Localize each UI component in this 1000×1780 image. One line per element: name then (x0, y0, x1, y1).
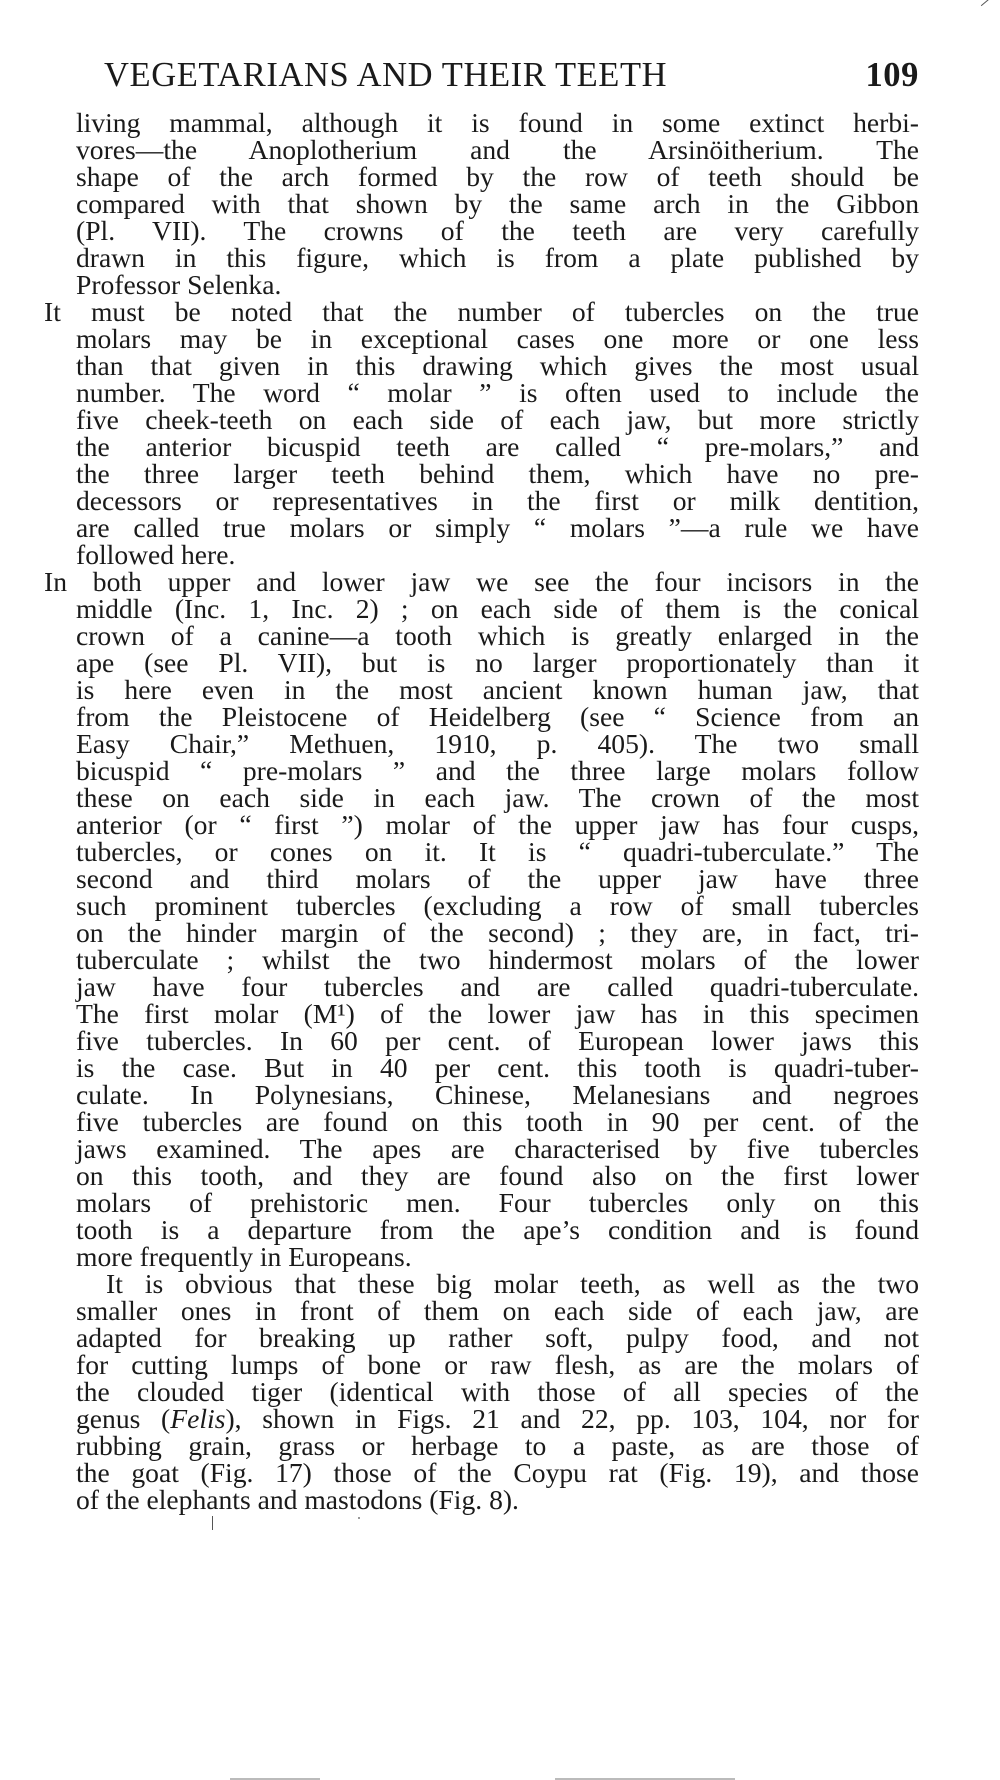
text-line: tubercles, or cones on it. It is “ quadri-tuberculate.” The (76, 836, 919, 867)
text-line: for cutting lumps of bone or raw flesh, as are the molars of (76, 1349, 919, 1380)
text-line: the goat (Fig. 17) those of the Coypu rat (Fig. 19), and those (76, 1457, 919, 1488)
text-line: these on each side in each jaw. The crown of the most (76, 782, 919, 813)
page-number: 109 (865, 56, 919, 94)
text-line: tooth is a departure from the ape’s condition and is found (76, 1214, 919, 1245)
text-line: middle (Inc. 1, Inc. 2) ; on each side of them is the conical (76, 593, 919, 624)
text-line: such prominent tubercles (excluding a row of small tubercles (76, 890, 919, 921)
text-line: molars may be in exceptional cases one more or one less (76, 323, 919, 354)
text-line: molars of prehistoric men. Four tubercles only on this (76, 1187, 919, 1218)
text-line: rubbing grain, grass or herbage to a paste, as are those of (76, 1430, 919, 1461)
running-header (104, 56, 919, 100)
text-line: on the hinder margin of the second) ; they are, in fact, tri- (76, 917, 919, 948)
text-line: (Pl. VII). The crowns of the teeth are very carefully (76, 215, 919, 246)
text-line: jaws examined. The apes are characterised by five tubercles (76, 1133, 919, 1164)
text-line: the three larger teeth behind them, which have no pre- (76, 458, 919, 489)
genus-name: Felis (170, 1403, 226, 1434)
text-line: are called true molars or simply “ molars ”—a rule we have (76, 512, 919, 543)
text-line: tuberculate ; whilst the two hindermost molars of the lower (76, 944, 919, 975)
genus-suffix: ), shown in Figs. 21 and 22, pp. 103, 104, nor for (225, 1403, 919, 1434)
text-line: It must be noted that the number of tubercles on the true (44, 296, 919, 327)
text-line: anterior (or “ first ”) molar of the upper jaw has four cusps, (76, 809, 919, 840)
text-line: second and third molars of the upper jaw have three (76, 863, 919, 894)
text-line: Easy Chair,” Methuen, 1910, p. 405). The two small (76, 728, 919, 759)
text-line: drawn in this figure, which is from a plate published by (76, 242, 919, 273)
scan-mark (981, 0, 989, 6)
genus-prefix: genus ( (76, 1403, 171, 1434)
scan-mark (212, 1516, 213, 1530)
text-line: from the Pleistocene of Heidelberg (see “ Science from an (76, 701, 919, 732)
text-line: on this tooth, and they are found also on the first lower (76, 1160, 919, 1191)
text-line: the anterior bicuspid teeth are called “ pre-molars,” and (76, 431, 919, 462)
running-title: VEGETARIANS AND THEIR TEETH (104, 56, 668, 94)
text-line: is the case. But in 40 per cent. this tooth is quadri-tuber- (76, 1052, 919, 1083)
text-line: living mammal, although it is found in some extinct herbi- (76, 107, 919, 138)
text-line: the clouded tiger (identical with those of all species of the (76, 1376, 919, 1407)
text-line: Professor Selenka. (76, 269, 282, 300)
text-line: It is obvious that these big molar teeth, as well as the two (106, 1268, 919, 1299)
text-line: smaller ones in front of them on each side of each jaw, are (76, 1295, 919, 1326)
text-line: The first molar (M¹) of the lower jaw has in this specimen (76, 998, 919, 1029)
text-line: more frequently in Europeans. (76, 1241, 412, 1272)
text-line: five cheek-teeth on each side of each jaw, but more strictly (76, 404, 919, 435)
text-line: number. The word “ molar ” is often used to include the (76, 377, 919, 408)
text-line: is here even in the most ancient known human jaw, that (76, 674, 919, 705)
text-line: followed here. (76, 539, 236, 570)
text-line: jaw have four tubercles and are called quadri-tuberculate. (76, 971, 919, 1002)
text-line: five tubercles. In 60 per cent. of European lower jaws this (76, 1025, 919, 1056)
text-line: vores—the Anoplotherium and the Arsinöitherium. The (76, 134, 919, 165)
scan-speck (358, 1517, 360, 1519)
text-line: ape (see Pl. VII), but is no larger proportionately than it (76, 647, 919, 678)
text-line: crown of a canine—a tooth which is greatly enlarged in the (76, 620, 919, 651)
text-line: shape of the arch formed by the row of teeth should be (76, 161, 919, 192)
text-line: of the elephants and mastodons (Fig. 8). (76, 1484, 519, 1515)
text-line: decessors or representatives in the first or milk dentition, (76, 485, 919, 516)
text-line: culate. In Polynesians, Chinese, Melanesians and negroes (76, 1079, 919, 1110)
text-line: adapted for breaking up rather soft, pulpy food, and not (76, 1322, 919, 1353)
text-line: five tubercles are found on this tooth in 90 per cent. of the (76, 1106, 919, 1137)
text-line: In both upper and lower jaw we see the four incisors in the (44, 566, 919, 597)
text-line: bicuspid “ pre-molars ” and the three large molars follow (76, 755, 919, 786)
text-line: compared with that shown by the same arch in the Gibbon (76, 188, 919, 219)
text-line: than that given in this drawing which gives the most usual (76, 350, 919, 381)
